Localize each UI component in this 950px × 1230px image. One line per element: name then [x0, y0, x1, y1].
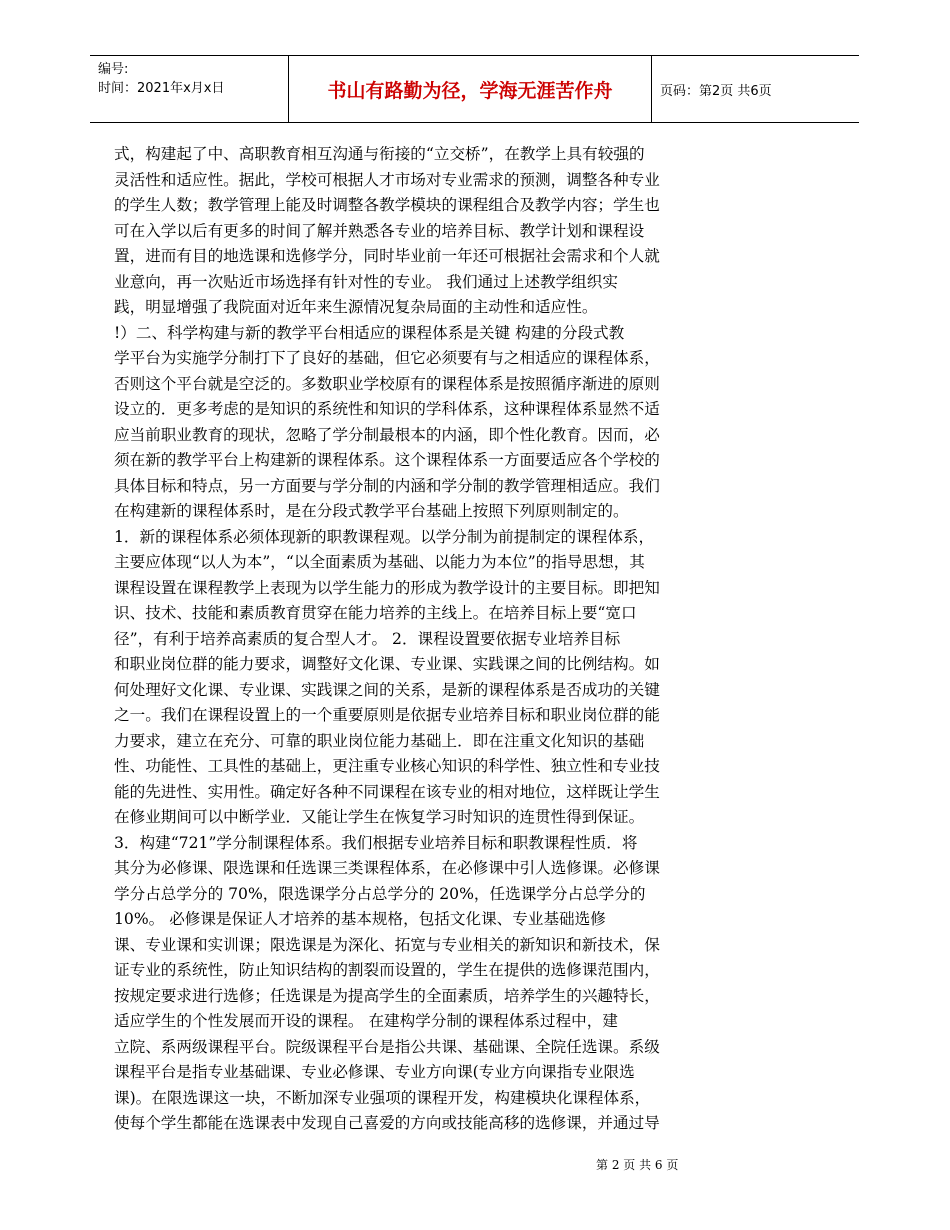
body-line: 课程设置在课程教学上表现为以学生能力的形成为教学设计的主要目标。即把知: [114, 578, 660, 597]
body-line: 置，进而有目的地选课和选修学分，同时毕业前一年还可根据社会需求和个人就: [114, 247, 660, 265]
body-line: 设立的．更多考虑的是知识的系统性和知识的学科体系，这种课程体系显然不适: [114, 400, 660, 418]
header-meta: [98, 60, 288, 98]
body-line: 具体目标和特点，另一方面要与学分制的内涵和学分制的教学管理相适应。我们: [114, 476, 660, 495]
document-body: [114, 142, 764, 1137]
body-line: 灵活性和适应性。据此，学校可根据人才市场对专业需求的预测，调整各种专业: [114, 170, 660, 189]
page-label: 页码：第2页 共6页: [660, 83, 772, 99]
body-line: 其分为必修课、限选课和任选课三类课程体系，在必修课中引人选修课。必修课: [114, 859, 660, 877]
body-line: 的学生人数；教学管理上能及时调整各教学模块的课程组合及教学内容；学生也: [114, 196, 660, 214]
body-line: 何处理好文化课、专业课、实践课之间的关系，是新的课程体系是否成功的关键: [114, 680, 660, 699]
body-line: !）二、科学构建与新的教学平台相适应的课程体系是关键 构建的分段式教: [114, 323, 625, 342]
body-line: 业意向，再一次贴近市场选择有针对性的专业。 我们通过上述教学组织实: [114, 272, 618, 291]
footer-page-number: 第 2 页 共 6 页: [596, 1158, 679, 1172]
body-line: 践，明显增强了我院面对近年来生源情况复杂局面的主动性和适应性。: [114, 298, 598, 316]
time-label: 时间：2021年x月x日: [98, 81, 225, 96]
body-line: 按规定要求进行选修；任选课是为提高学生的全面素质，培养学生的兴趣特长，: [114, 986, 660, 1005]
body-line: 须在新的教学平台上构建新的课程体系。这个课程体系一方面要适应各个学校的: [114, 451, 660, 469]
body-line: 使每个学生都能在选课表中发现自己喜爱的方向或技能高移的选修课，并通过导: [114, 1114, 660, 1132]
body-line: 式，构建起了中、高职教育相互沟通与衔接的“立交桥”，在教学上具有较强的: [114, 145, 645, 163]
body-line: 和职业岗位群的能力要求，调整好文化课、专业课、实践课之间的比例结构。如: [114, 655, 660, 673]
body-line: 1．新的课程体系必须体现新的职教课程观。以学分制为前提制定的课程体系，: [114, 527, 655, 546]
page-header: [90, 55, 859, 123]
body-line: 性、功能性、工具性的基础上，更注重专业核心知识的科学性、独立性和专业技: [114, 757, 660, 775]
body-line: 否则这个平台就是空泛的。多数职业学校原有的课程体系是按照循序渐进的原则: [114, 374, 660, 393]
body-line: 径”，有利于培养高素质的复合型人才。 2．课程设置要依据专业培养目标: [114, 629, 621, 648]
body-line: 3．构建“721”学分制课程体系。我们根据专业培养目标和职教课程性质．将: [114, 833, 638, 852]
page-footer: [596, 1156, 678, 1173]
body-line: 主要应体现“以人为本”，“以全面素质为基础、以能力为本位”的指导思想，其: [114, 553, 645, 571]
body-line: 之一。我们在课程设置上的一个重要原则是依据专业培养目标和职业岗位群的能: [114, 706, 660, 724]
body-line: 学平台为实施学分制打下了良好的基础，但它必须要有与之相适应的课程体系，: [114, 349, 660, 367]
body-line: 力要求，建立在充分、可靠的职业岗位能力基础上．即在注重文化知识的基础: [114, 731, 645, 750]
body-line: 应当前职业教育的现状，忽略了学分制最根本的内涵，即个性化教育。因而，必: [114, 425, 660, 444]
body-line: 适应学生的个性发展而开设的课程。 在建构学分制的课程体系过程中，建: [114, 1012, 618, 1030]
body-line: 课)。在限选课这一块，不断加深专业强项的课程开发，构建模块化课程体系，: [114, 1088, 651, 1107]
body-line: 能的先进性、实用性。确定好各种不同课程在该专业的相对地位，这样既让学生: [114, 782, 660, 801]
body-line: 在修业期间可以中断学业．又能让学生在恢复学习时知识的连贯性得到保证。: [114, 808, 645, 826]
body-line: 立院、系两级课程平台。院级课程平台是指公共课、基础课、全院任选课。系级: [114, 1037, 660, 1056]
body-line: 10%。 必修课是保证人才培养的基本规格，包括文化课、专业基础选修: [114, 910, 606, 928]
body-line: 识、技术、技能和素质教育贯穿在能力培养的主线上。在培养目标上要“宽口: [114, 604, 637, 622]
body-line: 课、专业课和实训课；限选课是为深化、拓宽与专业相关的新知识和新技术，保: [114, 935, 660, 954]
serial-label: 编号:: [98, 62, 129, 77]
body-line: 可在入学以后有更多的时间了解并熟悉各专业的培养目标、教学计划和课程设: [114, 221, 645, 240]
header-motto: [288, 56, 652, 122]
body-line: 课程平台是指专业基础课、专业必修课、专业方向课(专业方向课指专业限选: [114, 1063, 635, 1081]
header-page-info: [660, 56, 772, 122]
body-line: 学分占总学分的 70%，限选课学分占总学分的 20%，任选课学分占总学分的: [114, 884, 646, 903]
motto-text: 书山有路勤为径，学海无涯苦作舟: [327, 79, 613, 102]
body-line: 证专业的系统性，防止知识结构的割裂而设置的，学生在提供的选修课范围内，: [114, 961, 660, 979]
body-line: 在构建新的课程体系时，是在分段式教学平台基础上按照下列原则制定的。: [114, 502, 629, 520]
